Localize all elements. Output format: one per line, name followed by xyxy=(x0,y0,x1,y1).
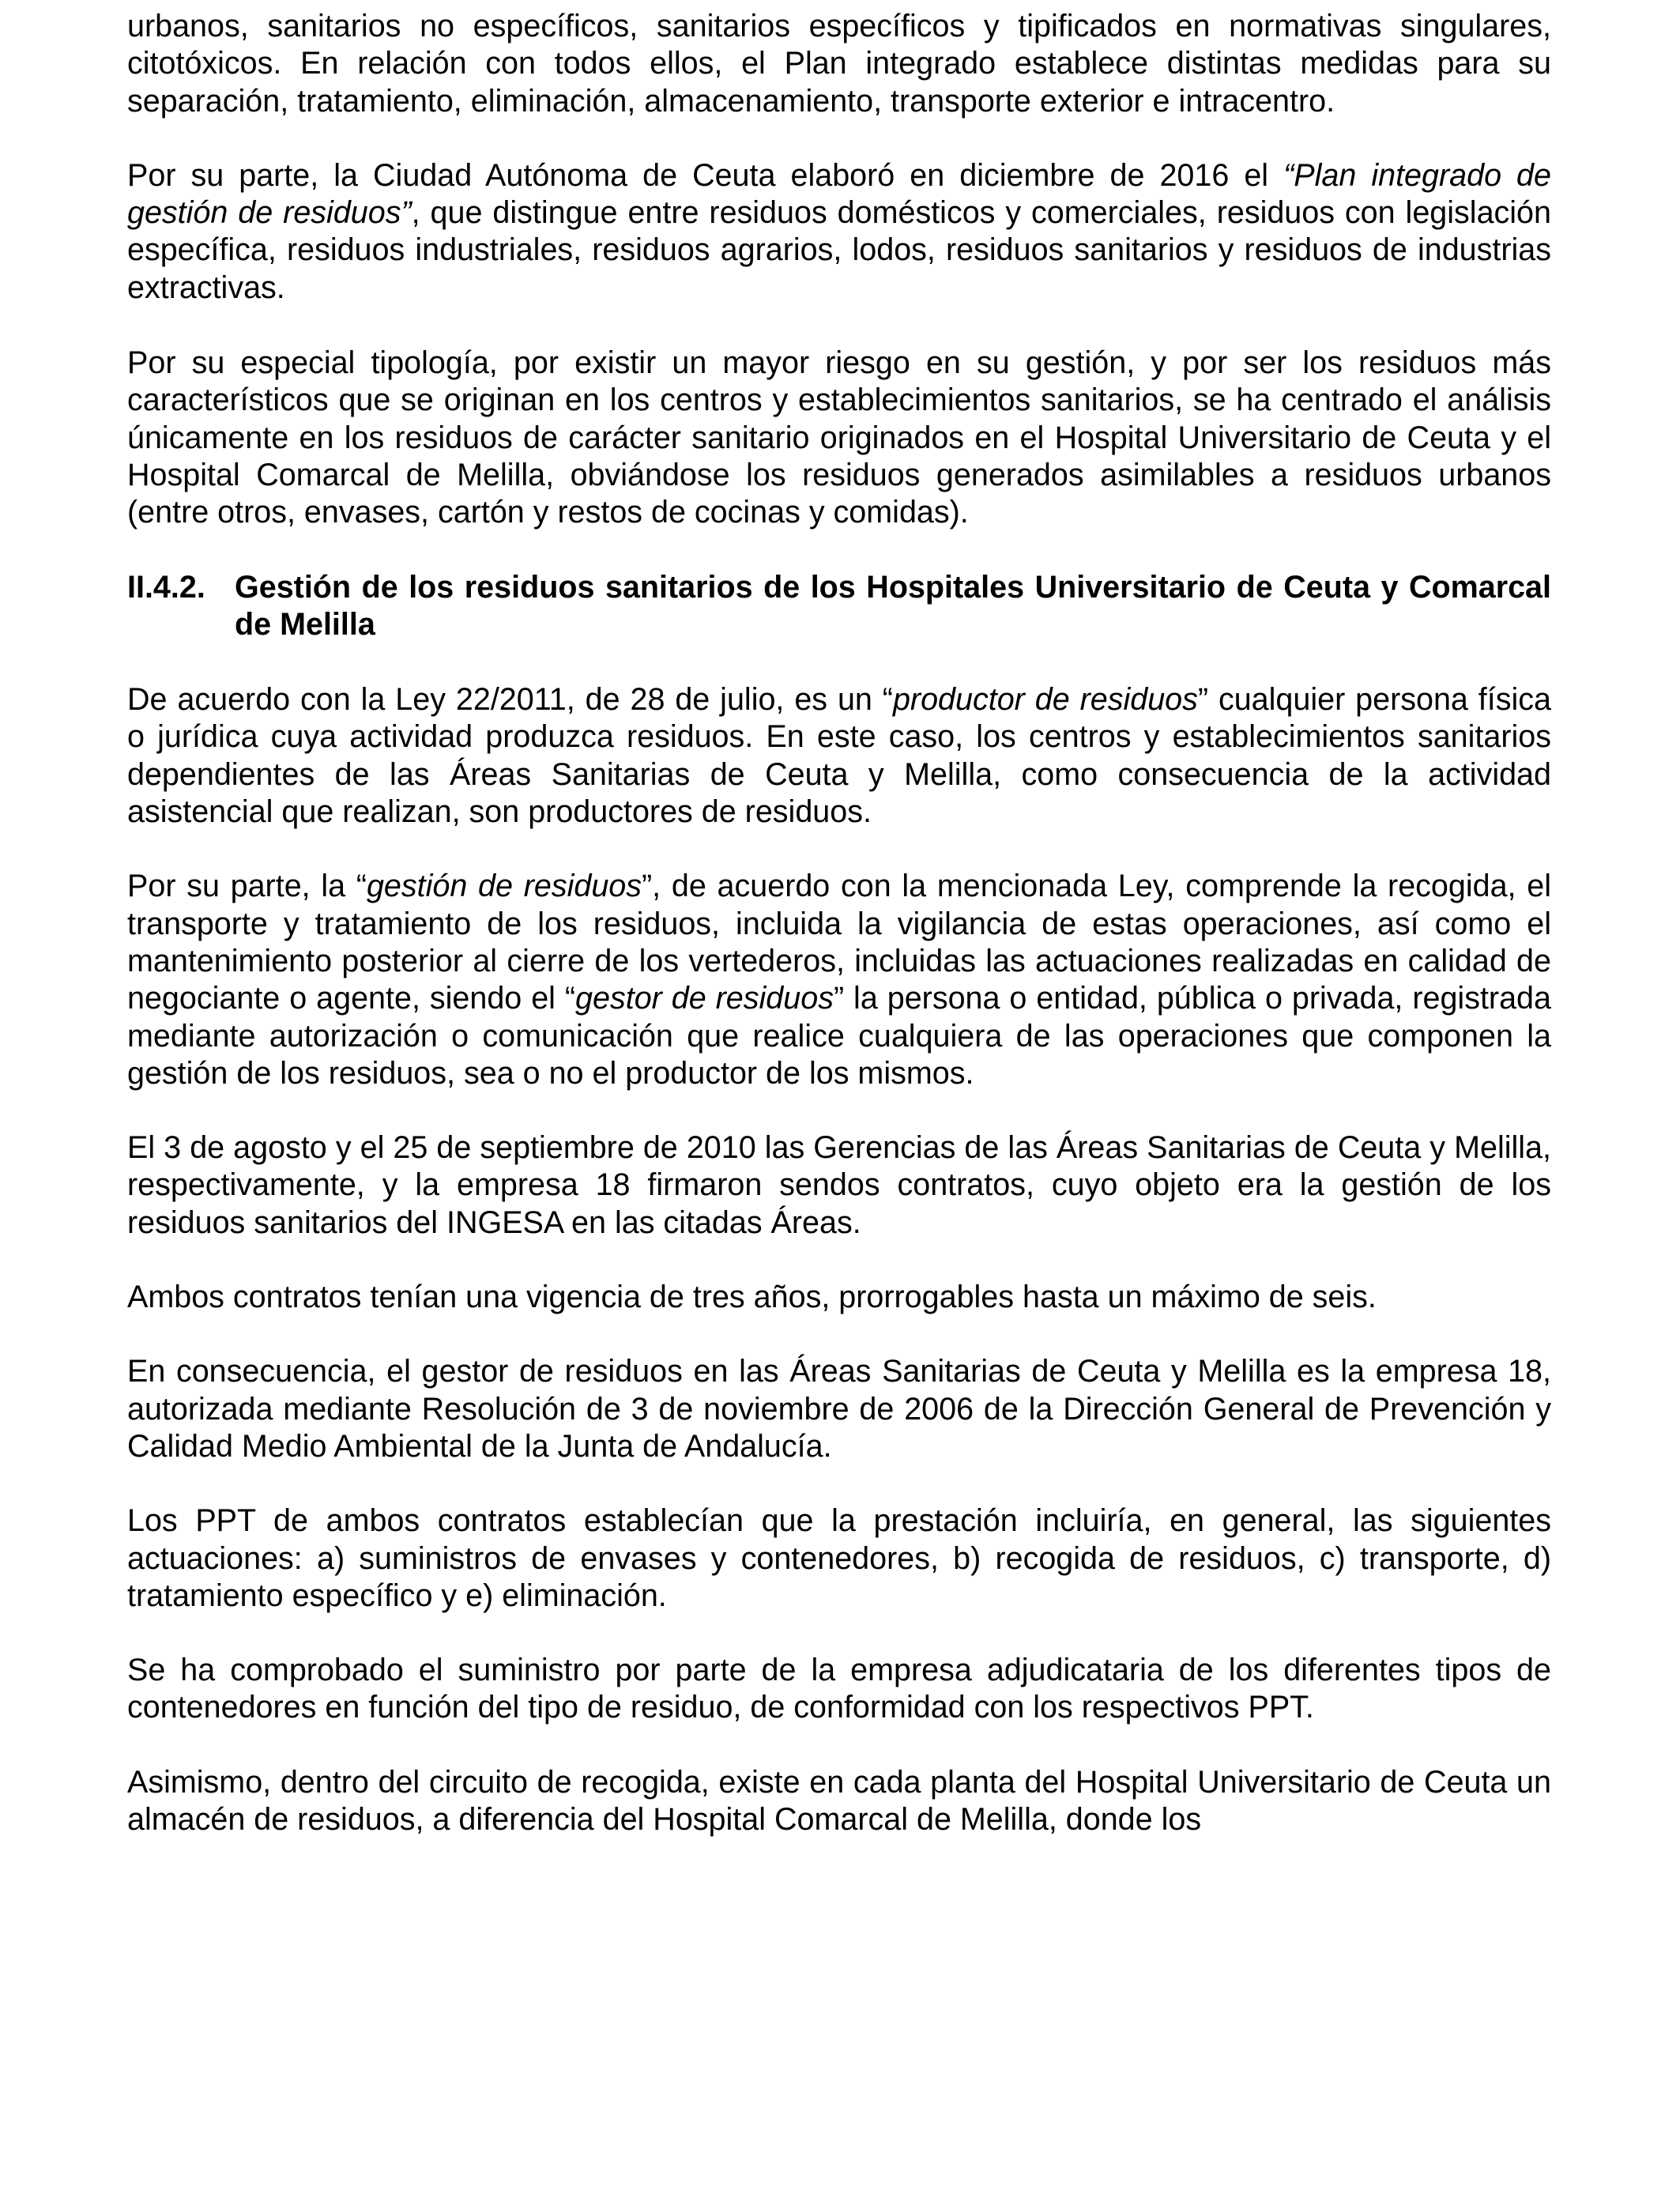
paragraph-text: Se ha comprobado el suministro por parte de la empresa adjudicataria de los diferentes tipos de contenedores en función del tipo de residuo, de conformidad con los respectivos PPT. xyxy=(127,1653,1551,1725)
paragraph-scope xyxy=(127,345,1551,531)
term-italic: gestión de residuos xyxy=(366,869,642,904)
paragraph-producer-definition xyxy=(127,681,1551,831)
paragraph-text: ” la persona o entidad, pública o privada, registrada mediante autorización o comunicación que realice cualquiera de las operaciones que componen la gestión de los residuos, sea o no el productor de los mismos. xyxy=(127,981,1551,1091)
paragraph-text: En consecuencia, el gestor de residuos en las Áreas Sanitarias de Ceuta y Melilla es la empresa 18, autorizada mediante Resolución de 3 de noviembre de 2006 de la Dirección General de Prevención y Calidad Medio Ambiental de la Junta de Andalucía. xyxy=(127,1354,1551,1464)
paragraph-contracts xyxy=(127,1129,1551,1242)
paragraph-text: Por su parte, la “ xyxy=(127,869,367,904)
paragraph-ceuta-plan xyxy=(127,157,1551,307)
paragraph-ppt-actions xyxy=(127,1502,1551,1615)
paragraph-text: Por su especial tipología, por existir un mayor riesgo en su gestión, y por ser los residuos más característicos que se originan en los centros y establecimientos sanitarios, se ha centrado el análisis únicamente en los residuos de carácter sanitario originados en el Hospital Universitario de Ceuta y el Hospital Comarcal de Melilla, obviándose los residuos generados asimilables a residuos urbanos (entre otros, envases, cartón y restos de cocinas y comidas). xyxy=(127,345,1551,530)
term-italic: gestor de residuos xyxy=(575,981,834,1016)
paragraph-text: Los PPT de ambos contratos establecían que la prestación incluiría, en general, las siguientes actuaciones: a) suministros de envases y contenedores, b) recogida de residuos, c) transporte, d) tratamiento específico y e) eliminación. xyxy=(127,1503,1551,1613)
paragraph-waste-manager xyxy=(127,1353,1551,1465)
paragraph-text: Por su parte, la Ciudad Autónoma de Ceuta elaboró en diciembre de 2016 el xyxy=(127,157,1284,193)
section-number: II.4.2. xyxy=(127,569,205,605)
paragraph-text: ” cualquier persona física o jurídica cuya actividad produzca residuos. En este caso, los centros y establecimientos sanitarios dependientes de las Áreas Sanitarias de Ceuta y Melilla, como consecuencia de la actividad asistencial que realizan, son productores de residuos. xyxy=(127,682,1552,830)
paragraph-text: Asimismo, dentro del circuito de recogida, existe en cada planta del Hospital Universitario de Ceuta un almacén de residuos, a diferencia del Hospital Comarcal de Melilla, donde los xyxy=(127,1764,1551,1837)
paragraph-text: De acuerdo con la Ley 22/2011, de 28 de julio, es un “ xyxy=(127,682,893,718)
section-title: Gestión de los residuos sanitarios de los Hospitales Universitario de Ceuta y Comarcal de Melilla xyxy=(235,569,1551,642)
paragraph-management-definition xyxy=(127,868,1551,1092)
document-page xyxy=(127,8,1551,1838)
paragraph-text: Ambos contratos tenían una vigencia de tres años, prorrogables hasta un máximo de seis. xyxy=(127,1280,1377,1315)
paragraph-collection-circuit xyxy=(127,1764,1551,1839)
paragraph-text: urbanos, sanitarios no específicos, sanitarios específicos y tipificados en normativas singulares, citotóxicos. En relación con todos ellos, el Plan integrado establece distintas medidas para su separación, tratamiento, eliminación, almacenamiento, transporte exterior e intracentro. xyxy=(127,9,1551,119)
paragraph-contract-term xyxy=(127,1279,1551,1316)
paragraph-text: ”, de acuerdo con la mencionada Ley, comprende la recogida, el transporte y tratamiento de los residuos, incluida la vigilancia de estas operaciones, así como el mantenimiento posterior al cierre de los vertederos, incluidas las actuaciones realizadas en calidad de negociante o agente, siendo el “ xyxy=(127,869,1551,1016)
paragraph-waste-types xyxy=(127,8,1551,120)
paragraph-text: , que distingue entre residuos domésticos y comerciales, residuos con legislación específica, residuos industriales, residuos agrarios, lodos, residuos sanitarios y residuos de industrias extractivas. xyxy=(127,195,1551,305)
plan-title-italic: “Plan integrado de gestión de residuos” xyxy=(127,157,1551,231)
term-italic: productor de residuos xyxy=(892,682,1198,718)
paragraph-text: El 3 de agosto y el 25 de septiembre de 2010 las Gerencias de las Áreas Sanitarias de Ceuta y Melilla, respectivamente, y la empresa 18 firmaron sendos contratos, cuyo objeto era la gestión de los residuos sanitarios del INGESA en las citadas Áreas. xyxy=(127,1130,1551,1240)
section-heading xyxy=(127,569,1551,644)
paragraph-container-supply xyxy=(127,1652,1551,1727)
